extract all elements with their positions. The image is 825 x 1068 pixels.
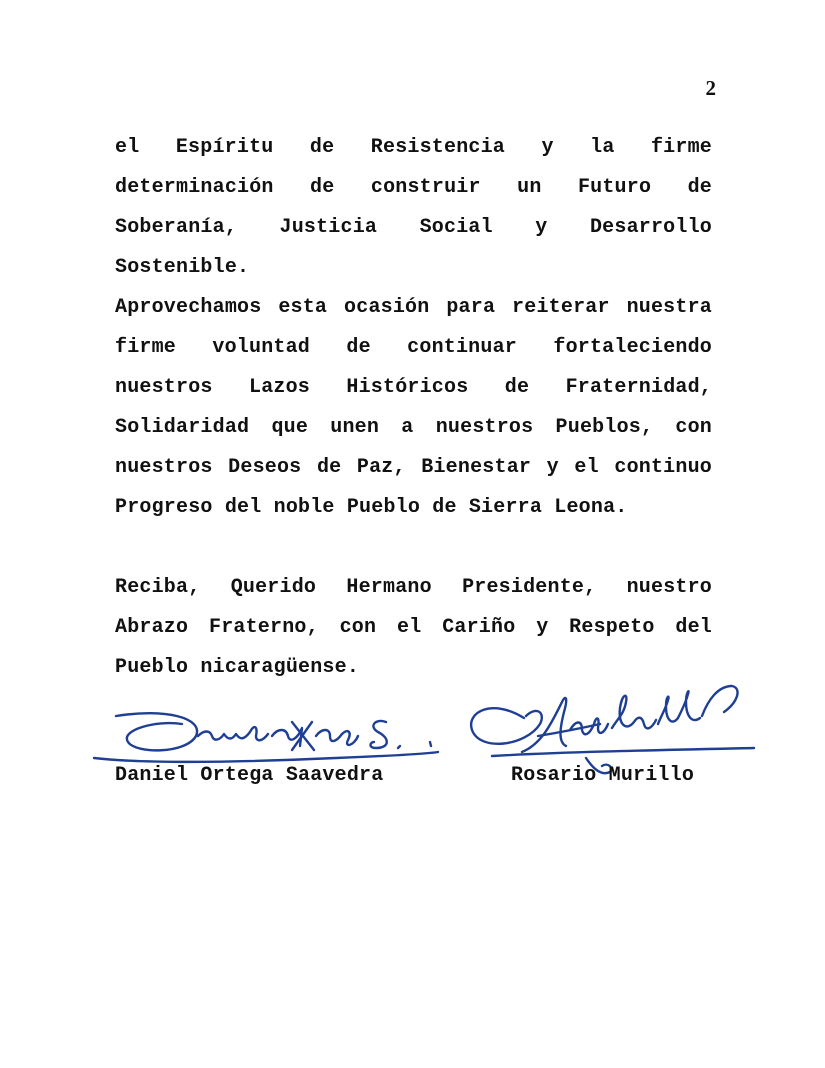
signature-stroke	[371, 721, 387, 748]
paragraph-1: el Espíritu de Resistencia y la firme determinación de construir un Futuro de Soberanía, Justicia Social y Desarrollo Sostenible.	[115, 136, 712, 279]
signature-stroke	[94, 752, 438, 762]
signature-stroke	[658, 691, 700, 724]
signatory-name-daniel-ortega: Daniel Ortega Saavedra	[115, 764, 384, 787]
signature-daniel-ortega	[86, 692, 446, 772]
signature-stroke	[292, 722, 314, 750]
signature-stroke	[272, 728, 302, 746]
signature-stroke	[398, 746, 400, 748]
signature-stroke	[538, 724, 600, 736]
signature-stroke	[430, 742, 431, 746]
signature-stroke	[316, 730, 358, 745]
paragraph-3: Reciba, Querido Hermano Presidente, nuestro Abrazo Fraterno, con el Cariño y Respeto del Pueblo nicaragüense.	[115, 576, 712, 679]
signature-stroke	[522, 698, 566, 752]
paragraph-2: Aprovechamos esta ocasión para reiterar nuestra firme voluntad de continuar fortaleciendo nuestros Lazos Históricos de Fraternidad, Solidaridad que unen a nuestros Pueblos, con nuestros Deseos de Paz, Bienestar y el continuo Progreso del noble Pueblo de Sierra Leona.	[115, 296, 712, 519]
signature-stroke	[198, 727, 268, 740]
page-number: 2	[705, 76, 716, 100]
signatory-name-rosario-murillo: Rosario Murillo	[511, 764, 695, 787]
signature-stroke	[570, 718, 608, 734]
signature-stroke	[471, 708, 542, 744]
signature-stroke	[492, 748, 754, 756]
signature-stroke	[116, 713, 197, 750]
signature-stroke	[612, 696, 656, 729]
signature-stroke	[292, 722, 312, 750]
signature-stroke	[702, 686, 738, 716]
